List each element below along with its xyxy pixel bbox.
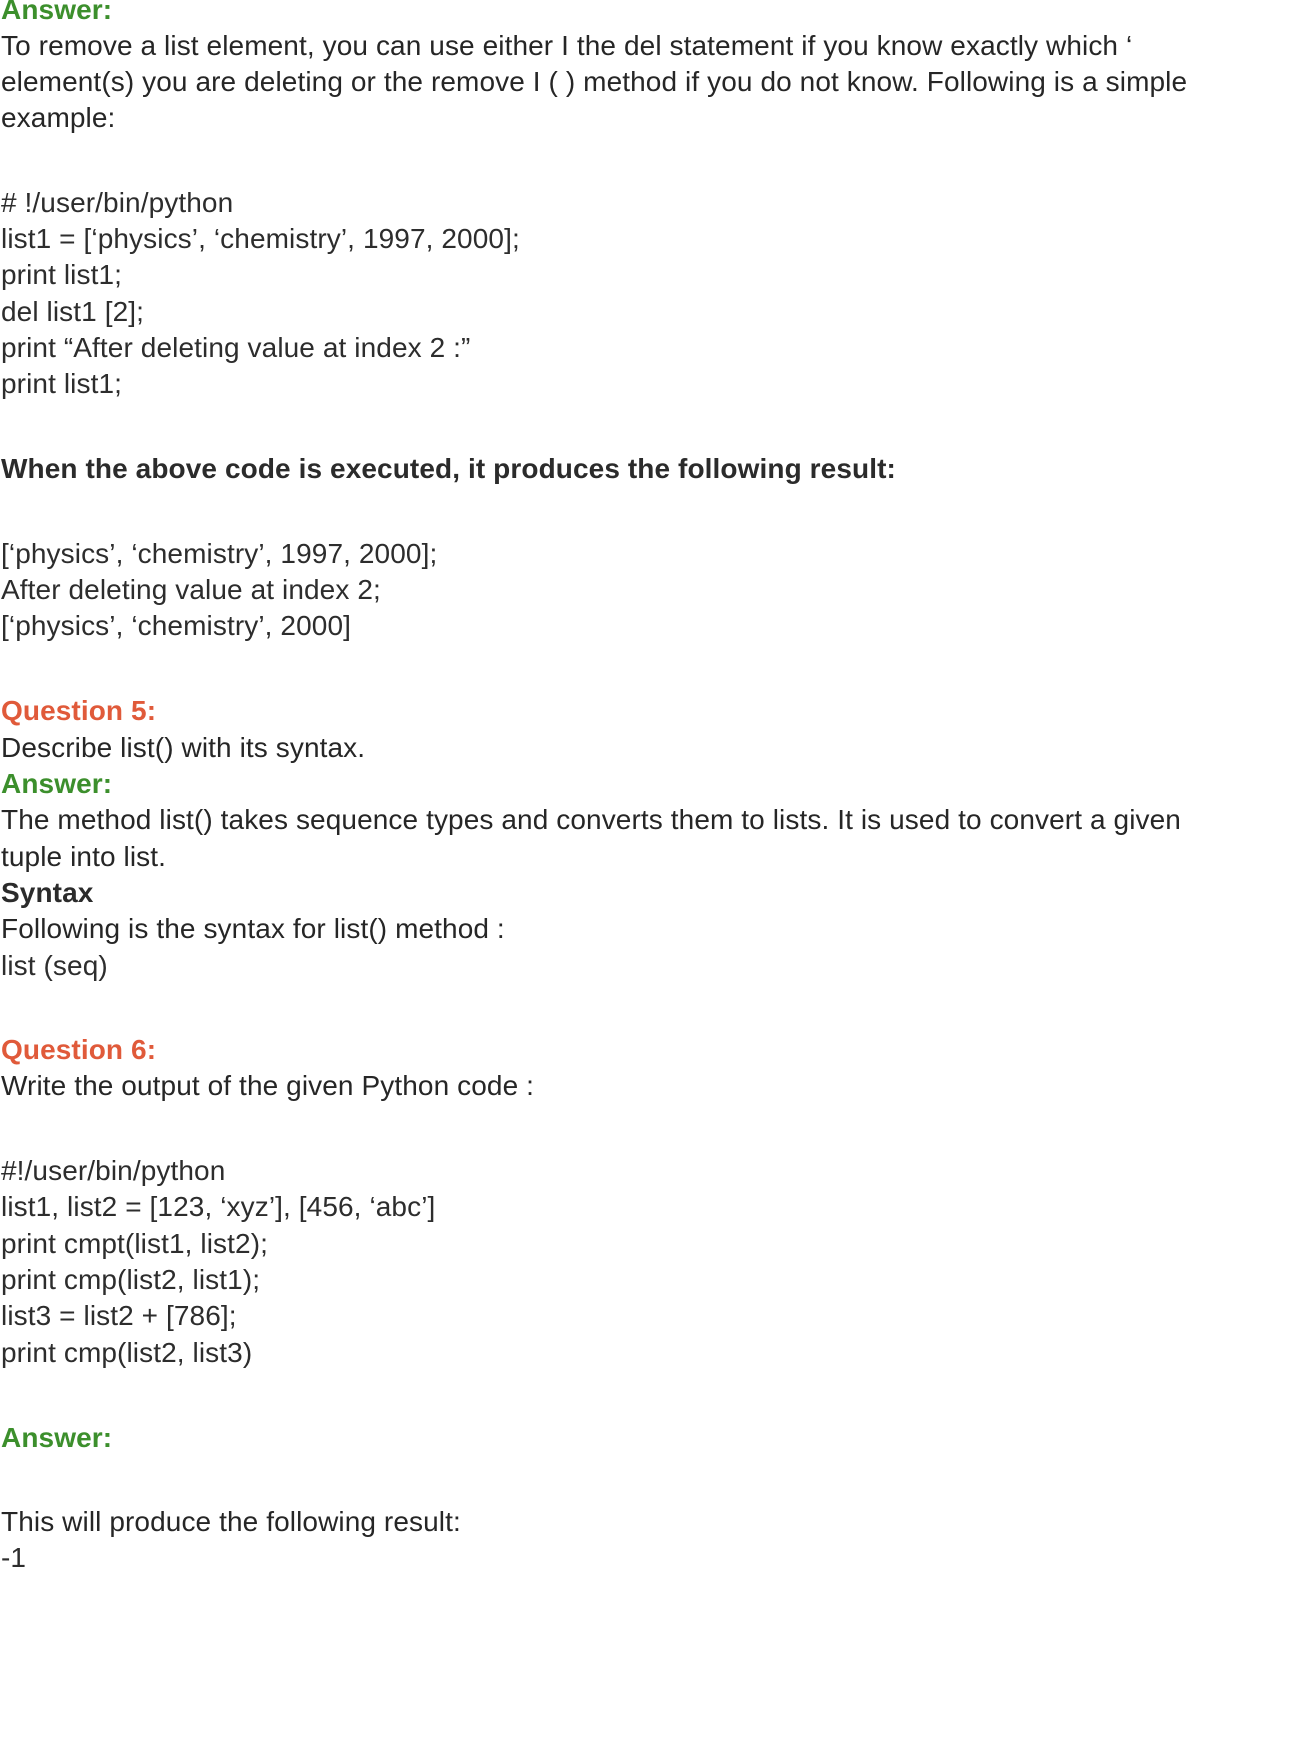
answer-heading: Answer: (1, 0, 113, 25)
answer-text-line: tuple into list. (1, 841, 167, 872)
syntax-text-line: Following is the syntax for list() method : (1, 913, 505, 944)
answer-text-line: To remove a list element, you can use either I the del statement if you know exactly which ‘ (1, 30, 1133, 61)
code-line: # !/user/bin/python (1, 187, 234, 218)
code-line: print cmpt(list1, list2); (1, 1228, 268, 1259)
result-intro: This will produce the following result: (1, 1506, 461, 1537)
code-line: list1 = [‘physics’, ‘chemistry’, 1997, 2000]; (1, 223, 520, 254)
answer-text-line: element(s) you are deleting or the remove I ( ) method if you do not know. Following is a simple (1, 66, 1188, 97)
result-line: [‘physics’, ‘chemistry’, 2000] (1, 610, 352, 641)
result-heading: When the above code is executed, it produces the following result: (1, 453, 896, 484)
code-line: #!/user/bin/python (1, 1155, 226, 1186)
question-5-text: Describe list() with its syntax. (1, 732, 366, 763)
question-5-heading: Question 5: (1, 695, 157, 726)
answer-heading: Answer: (1, 1422, 113, 1453)
code-line: print list1; (1, 259, 123, 290)
question-6-heading: Question 6: (1, 1034, 157, 1065)
answer-text-line: The method list() takes sequence types and converts them to lists. It is used to convert a given (1, 804, 1181, 835)
code-line: print cmp(list2, list1); (1, 1264, 261, 1295)
result-line: [‘physics’, ‘chemistry’, 1997, 2000]; (1, 538, 438, 569)
question-6-text: Write the output of the given Python code : (1, 1070, 535, 1101)
code-line: del list1 [2]; (1, 296, 145, 327)
answer-text-line: example: (1, 102, 116, 133)
code-line: print “After deleting value at index 2 :” (1, 332, 471, 363)
code-line: print list1; (1, 368, 123, 399)
result-line: After deleting value at index 2; (1, 574, 381, 605)
code-line: print cmp(list2, list3) (1, 1337, 253, 1368)
result-line: -1 (1, 1542, 27, 1573)
code-line: list1, list2 = [123, ‘xyz’], [456, ‘abc’] (1, 1191, 436, 1222)
syntax-heading: Syntax (1, 877, 94, 908)
answer-heading: Answer: (1, 768, 113, 799)
syntax-text-line: list (seq) (1, 950, 108, 981)
code-line: list3 = list2 + [786]; (1, 1300, 237, 1331)
